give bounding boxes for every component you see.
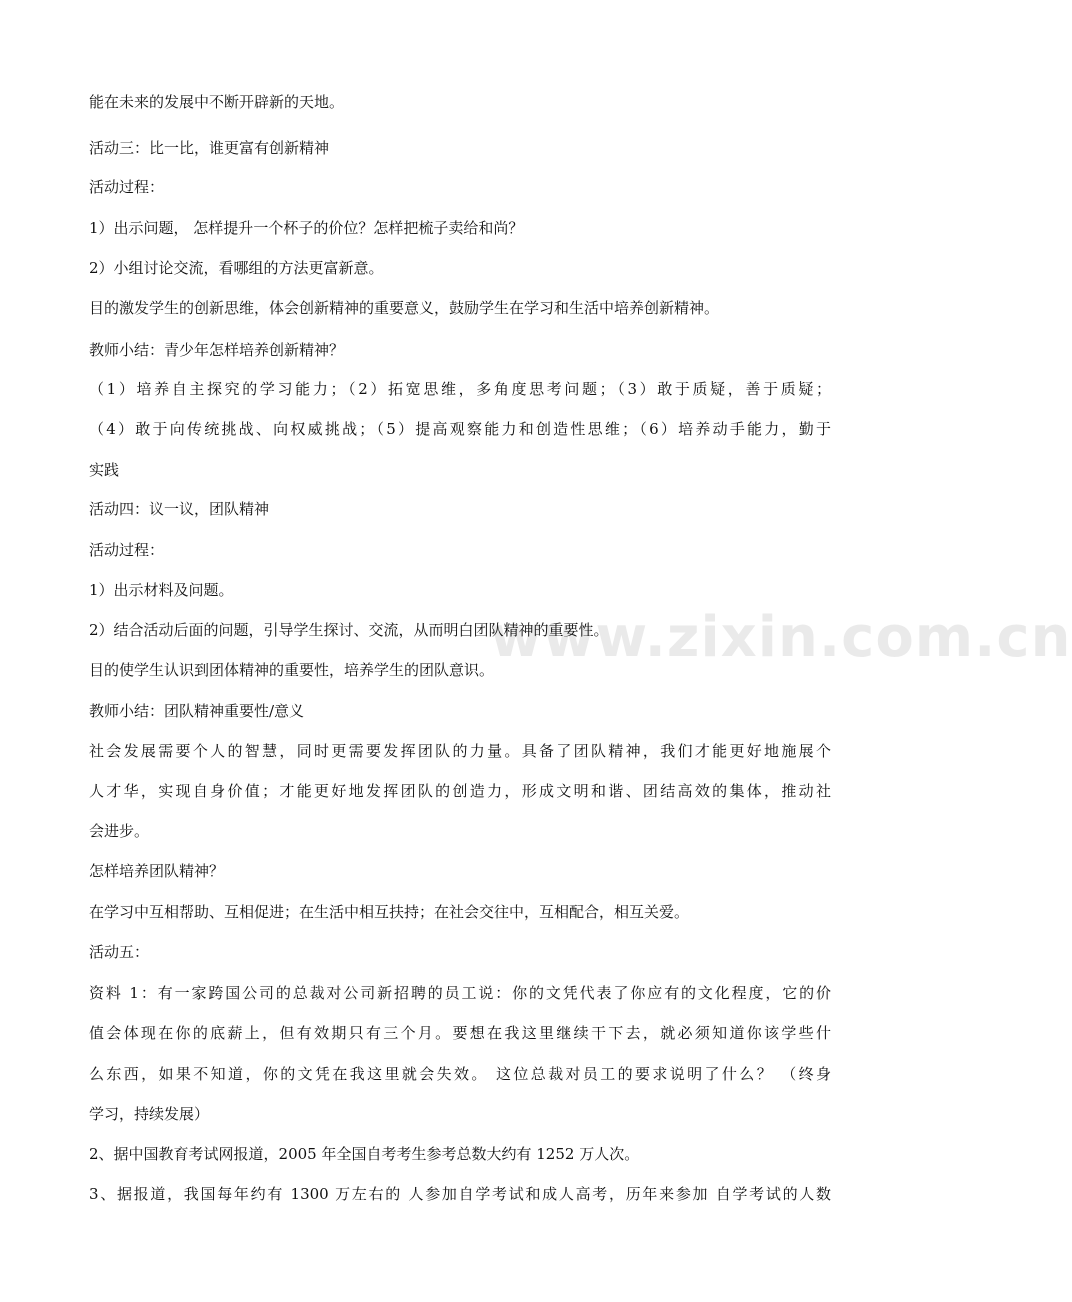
text-line: 2）结合活动后面的问题，引导学生探讨、交流，从而明白团队精神的重要性。: [89, 621, 609, 639]
text-line: 资料 1：有一家跨国公司的总裁对公司新招聘的员工说：你的文凭代表了你应有的文化程度，它的价: [89, 984, 831, 1002]
text-line: 实践: [89, 461, 120, 479]
text-line: 人才华，实现自身价值；才能更好地发挥团队的创造力，形成文明和谐、团结高效的集体，推动社: [89, 782, 831, 800]
text-line: 1）出示材料及问题。: [89, 581, 234, 599]
text-line: 么东西，如果不知道，你的文凭在我这里就会失效。 这位总裁对员工的要求说明了什么？ （终身: [89, 1065, 831, 1083]
text-line: 会进步。: [89, 822, 150, 840]
text-line: 在学习中互相帮助、互相促进；在生活中相互扶持；在社会交往中，互相配合，相互关爱。: [89, 903, 690, 921]
watermark: www.zixin.com.cn: [490, 605, 1072, 670]
activity-heading: 活动四：议一议，团队精神: [89, 500, 270, 518]
text-line: 3、据报道，我国每年约有 1300 万左右的 人参加自学考试和成人高考，历年来参加 自学考试的人数: [89, 1185, 831, 1203]
text-line: 怎样培养团队精神？: [89, 862, 225, 880]
activity-heading: 活动五：: [89, 943, 150, 961]
text-line: 2、据中国教育考试网报道，2005 年全国自考考生参考总数大约有 1252 万人次。: [89, 1145, 640, 1163]
text-line: 目的使学生认识到团体精神的重要性，培养学生的团队意识。: [89, 661, 495, 679]
text-line: 活动过程：: [89, 178, 165, 196]
text-line: 教师小结：青少年怎样培养创新精神？: [89, 341, 345, 359]
text-line: 2）小组讨论交流，看哪组的方法更富新意。: [89, 259, 384, 277]
activity-heading: 活动三：比一比，谁更富有创新精神: [89, 139, 330, 157]
text-line: 教师小结：团队精神重要性/意义: [89, 702, 305, 720]
text-line: 值会体现在你的底薪上，但有效期只有三个月。要想在我这里继续干下去，就必须知道你该学些什: [89, 1024, 831, 1042]
text-line: 学习，持续发展）: [89, 1105, 210, 1123]
text-line: 目的激发学生的创新思维，体会创新精神的重要意义，鼓励学生在学习和生活中培养创新精神。: [89, 299, 720, 317]
text-line: 能在未来的发展中不断开辟新的天地。: [89, 93, 345, 111]
text-line: 1）出示问题， 怎样提升一个杯子的价位？怎样把梳子卖给和尚？: [89, 219, 524, 237]
text-line: （1）培养自主探究的学习能力；（2）拓宽思维，多角度思考问题；（3）敢于质疑，善于质疑；: [89, 380, 831, 398]
text-line: （4）敢于向传统挑战、向权威挑战；（5）提高观察能力和创造性思维；（6）培养动手能力，勤于: [89, 420, 831, 438]
text-line: 活动过程：: [89, 541, 165, 559]
text-line: 社会发展需要个人的智慧，同时更需要发挥团队的力量。具备了团队精神，我们才能更好地施展个: [89, 742, 831, 760]
